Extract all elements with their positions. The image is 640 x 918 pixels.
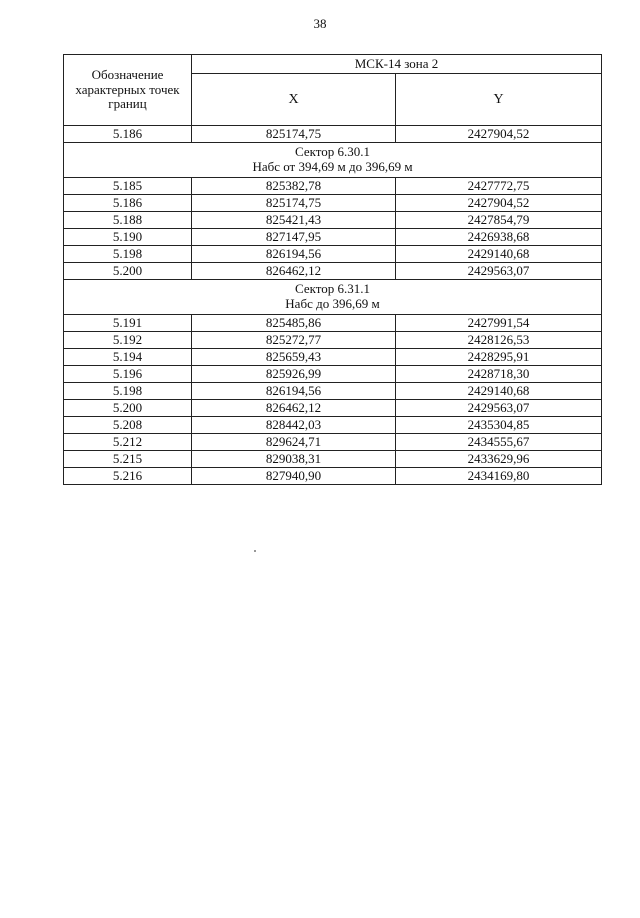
point-id-cell: 5.216 [64,468,192,485]
table-row [64,246,602,263]
table-row [64,315,602,332]
x-coordinate-cell: 826462,12 [192,400,396,417]
y-coordinate-cell: 2427904,52 [396,126,602,143]
table-row [64,417,602,434]
table-row [64,212,602,229]
point-id-cell: 5.186 [64,195,192,212]
x-coordinate-cell: 826462,12 [192,263,396,280]
point-id-cell: 5.200 [64,400,192,417]
table-row [64,451,602,468]
x-coordinate-cell: 827147,95 [192,229,396,246]
table-row [64,366,602,383]
point-id-cell: 5.191 [64,315,192,332]
sector-row [64,143,602,178]
point-id-cell: 5.198 [64,383,192,400]
x-coordinate-cell: 829624,71 [192,434,396,451]
y-coordinate-cell: 2429563,07 [396,400,602,417]
table-row [64,349,602,366]
table-row [64,178,602,195]
y-coordinate-cell: 2427991,54 [396,315,602,332]
x-coordinate-cell: 826194,56 [192,246,396,263]
table-row [64,195,602,212]
sector-name: Сектор 6.30.1 [294,144,370,160]
table-row [64,263,602,280]
sector-caption [64,143,602,178]
point-id-cell: 5.192 [64,332,192,349]
point-id-cell: 5.190 [64,229,192,246]
x-coordinate-cell: 825174,75 [192,195,396,212]
page-number: 38 [313,16,327,31]
table-row [64,468,602,485]
x-coordinate-cell: 826194,56 [192,383,396,400]
coordinates-table [63,54,602,485]
y-coordinate-cell: 2427772,75 [396,178,602,195]
y-coordinate-cell: 2428718,30 [396,366,602,383]
point-id-cell: 5.208 [64,417,192,434]
y-coordinate-cell: 2433629,96 [396,451,602,468]
sector-name: Сектор 6.31.1 [294,281,370,297]
scan-speck [254,550,256,552]
x-coordinate-cell: 825382,78 [192,178,396,195]
y-coordinate-cell: 2429140,68 [396,383,602,400]
point-id-cell: 5.186 [64,126,192,143]
x-coordinate-cell: 828442,03 [192,417,396,434]
sector-height: Набс до 396,69 м [285,296,380,311]
x-coordinate-cell: 829038,31 [192,451,396,468]
x-coordinate-cell: 825485,86 [192,315,396,332]
point-id-cell: 5.200 [64,263,192,280]
point-designation-header: Обозначение характерных точек границ [64,55,192,126]
y-coordinate-cell: 2427854,79 [396,212,602,229]
table-row [64,229,602,246]
table-row [64,126,602,143]
y-coordinate-cell: 2434555,67 [396,434,602,451]
point-id-cell: 5.194 [64,349,192,366]
sector-row [64,280,602,315]
table-body [64,126,602,485]
x-coordinate-cell: 825272,77 [192,332,396,349]
sector-caption [64,280,602,315]
y-coordinate-cell: 2426938,68 [396,229,602,246]
y-coordinate-cell: 2428295,91 [396,349,602,366]
coordinate-system-header: МСК-14 зона 2 [192,55,602,74]
x-coordinate-cell: 827940,90 [192,468,396,485]
x-coordinate-cell: 825926,99 [192,366,396,383]
y-coordinate-cell: 2428126,53 [396,332,602,349]
x-coordinate-cell: 825659,43 [192,349,396,366]
point-id-cell: 5.198 [64,246,192,263]
point-id-cell: 5.188 [64,212,192,229]
y-coordinate-cell: 2427904,52 [396,195,602,212]
sector-height: Набс от 394,69 м до 396,69 м [252,159,413,174]
x-coordinate-cell: 825421,43 [192,212,396,229]
point-id-cell: 5.196 [64,366,192,383]
table-row [64,434,602,451]
y-column-header: Y [396,74,602,126]
point-id-cell: 5.215 [64,451,192,468]
table-row [64,400,602,417]
table-header [64,55,602,126]
y-coordinate-cell: 2429140,68 [396,246,602,263]
y-coordinate-cell: 2434169,80 [396,468,602,485]
point-id-cell: 5.212 [64,434,192,451]
x-column-header: X [192,74,396,126]
x-coordinate-cell: 825174,75 [192,126,396,143]
y-coordinate-cell: 2435304,85 [396,417,602,434]
point-id-cell: 5.185 [64,178,192,195]
table-row [64,332,602,349]
y-coordinate-cell: 2429563,07 [396,263,602,280]
table-row [64,383,602,400]
